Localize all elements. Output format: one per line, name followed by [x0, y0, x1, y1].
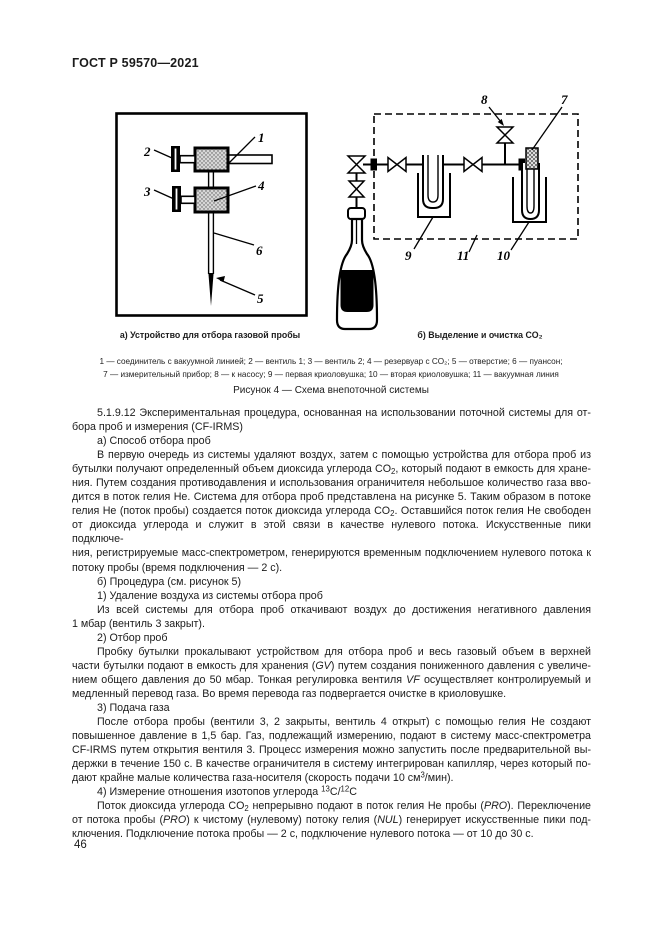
body-line: 1 мбар (вентиль 3 закрыт).: [72, 617, 205, 630]
part-label-7: 7: [561, 92, 568, 107]
body-line: держки в течение 150 с. В качестве ограничителя в систему интегрирован капилляр, через который по-: [72, 758, 591, 771]
part-label-4: 4: [258, 178, 265, 193]
body-line: б) Процедура (см. рисунок 5): [97, 575, 242, 588]
body-line: 3) Подача газа: [97, 701, 170, 714]
body-line: медленный перевод газа. Во время перевода газ подвергается очистке в криоловушке.: [72, 687, 507, 700]
body-line: потоку пробы (время подключения — 2 с).: [72, 561, 283, 574]
part-label-1: 1: [258, 130, 265, 145]
body-line: нием общего давления до 50 мбар. Тонкая регулировка вентиля VF осуществляет контролируемый и: [72, 673, 591, 686]
part-label-6: 6: [256, 243, 263, 258]
body-line: от потока пробы (PRO) к чистому (нулевому) потоку гелия (NUL) генерирует искусственные пики под-: [72, 814, 591, 827]
body-line: а) Способ отбора проб: [97, 435, 211, 448]
figure-legend: [40, 356, 622, 381]
page-number: 46: [74, 839, 87, 851]
body-line: Из всей системы для отбора проб откачивают воздух до достижения негативного давления: [97, 603, 591, 616]
part-label-11: 11: [457, 248, 470, 263]
body-line: гелия He (поток пробы) создается поток диоксида углерода $CO_2$. Оставшийся поток гелия He свободен: [72, 505, 591, 519]
vacuum-line-boundary-icon: [374, 114, 578, 239]
line-valve-1-icon: [388, 158, 406, 172]
valve1-icon: [171, 146, 180, 172]
part-label-8: 8: [481, 92, 488, 107]
body-line: Поток диоксида углерода $CO_2$ непрерывно подают в поток гелия He пробы (PRO). Переключение: [97, 800, 591, 814]
body-line: ключения. Подключение потока пробы — 2 с, подключение нулевого потока — от 10 до 30 с.: [72, 828, 534, 841]
line-valve-2-icon: [464, 158, 482, 172]
body-line: Пробку бутылки прокалывают устройством для отбора проб и весь газовый объем в верхней: [97, 645, 591, 658]
body-line: 1) Удаление воздуха из системы отбора проб: [97, 589, 323, 602]
part-label-3: 3: [144, 184, 151, 199]
figure-b-co2-purification: [333, 86, 585, 336]
body-line: ния. Путем создания противодавления и использования ограничителя небольшое количество газа вво-: [72, 477, 591, 490]
body-line: 5.1.9.12 Экспериментальная процедура, основанная на использовании поточной системы для от-: [97, 407, 591, 419]
co2-reservoir-icon: [195, 188, 228, 212]
body-line: дают крайне малые количества газа-носителя (скорость подачи 10 $см^3/мин$).: [72, 770, 454, 785]
body-line: части бутылки подают в емкость для хранения (GV) путем создания пониженного давления с увеличе-: [72, 659, 591, 672]
wine-bottle-icon: [337, 208, 377, 329]
bottle-liquid-icon: [341, 270, 374, 312]
pump-valve-icon: [497, 127, 513, 143]
vacuum-line-connector-icon: [228, 155, 272, 164]
legend-line-1: 1 — соединитель с вакуумной линией; 2 — вентиль 1; 3 — вентиль 2; 4 — резервуар с CO₂; 5 — отверстие; 6 — пуансон;: [99, 357, 563, 366]
body-text: [72, 406, 591, 841]
valve1-stem-icon: [180, 156, 195, 163]
part-label-10: 10: [497, 248, 510, 263]
measuring-instrument-icon: [526, 148, 538, 169]
figure-caption: Рисунок 4 — Схема внепоточной системы: [233, 385, 429, 396]
body-line: После отбора пробы (вентили 3, 2 закрыты, вентиль 4 открыт) с помощью гелия He создают: [97, 716, 591, 729]
inlet-connector-icon: [371, 159, 378, 171]
valve2-stem-icon: [181, 196, 195, 203]
cryotrap-2-icon: [513, 163, 546, 222]
part-label-9: 9: [405, 248, 412, 263]
body-line: 2) Отбор проб: [97, 631, 168, 644]
document-header: ГОСТ Р 59570—2021: [72, 56, 199, 70]
part-label-2: 2: [144, 144, 151, 159]
figure-a-caption: а) Устройство для отбора газовой пробы: [119, 330, 301, 340]
upper-chamber-icon: [195, 148, 228, 171]
body-line: от диоксида углерода и служит в этой связи в качестве нулевого потока. Искусственные пики подключе-: [72, 519, 591, 546]
body-line: В первую очередь из системы удаляют воздух, затем с помощью устройства для отбора проб из: [97, 449, 591, 462]
legend-line-2: 7 — измерительный прибор; 8 — к насосу; 9 — первая криоловушка; 10 — вторая криоловушка; 11 — вакуумная линия: [103, 369, 559, 379]
body-line: ния, регистрируемые масс-спектрометром, генерируются временным подключением нулевого потока к: [72, 547, 591, 560]
figure-b-caption: б) Выделение и очистка CO₂: [417, 330, 543, 340]
body-line: повышенное давление в 1,5 бар. Газ, подлежащий измерению, подают в систему масс-спектрометра: [72, 730, 591, 743]
bottle-valve-lower-icon: [349, 181, 364, 197]
body-line: 4) Измерение отношения изотопов углерода $^{13}$C/$^{12}$C: [97, 784, 357, 799]
bottle-valve-upper-icon: [348, 156, 365, 173]
body-line: CF-IRMS путем открытия вентиля 3. Процесс измерения можно запустить после предварительной вы-: [72, 744, 591, 757]
body-line: бутылки получают определенный объем диоксида углерода $CO_2$, который подают в емкость для хране-: [72, 463, 591, 477]
body-line: бора проб и измерения (CF-IRMS): [72, 421, 243, 434]
body-line: дится в поток гелия He. Система для отбора проб представлена на рисунке 5. Таким образом в потоке: [72, 491, 591, 504]
part-label-5: 5: [257, 291, 264, 306]
figure-a-sampling-device: [115, 112, 308, 317]
